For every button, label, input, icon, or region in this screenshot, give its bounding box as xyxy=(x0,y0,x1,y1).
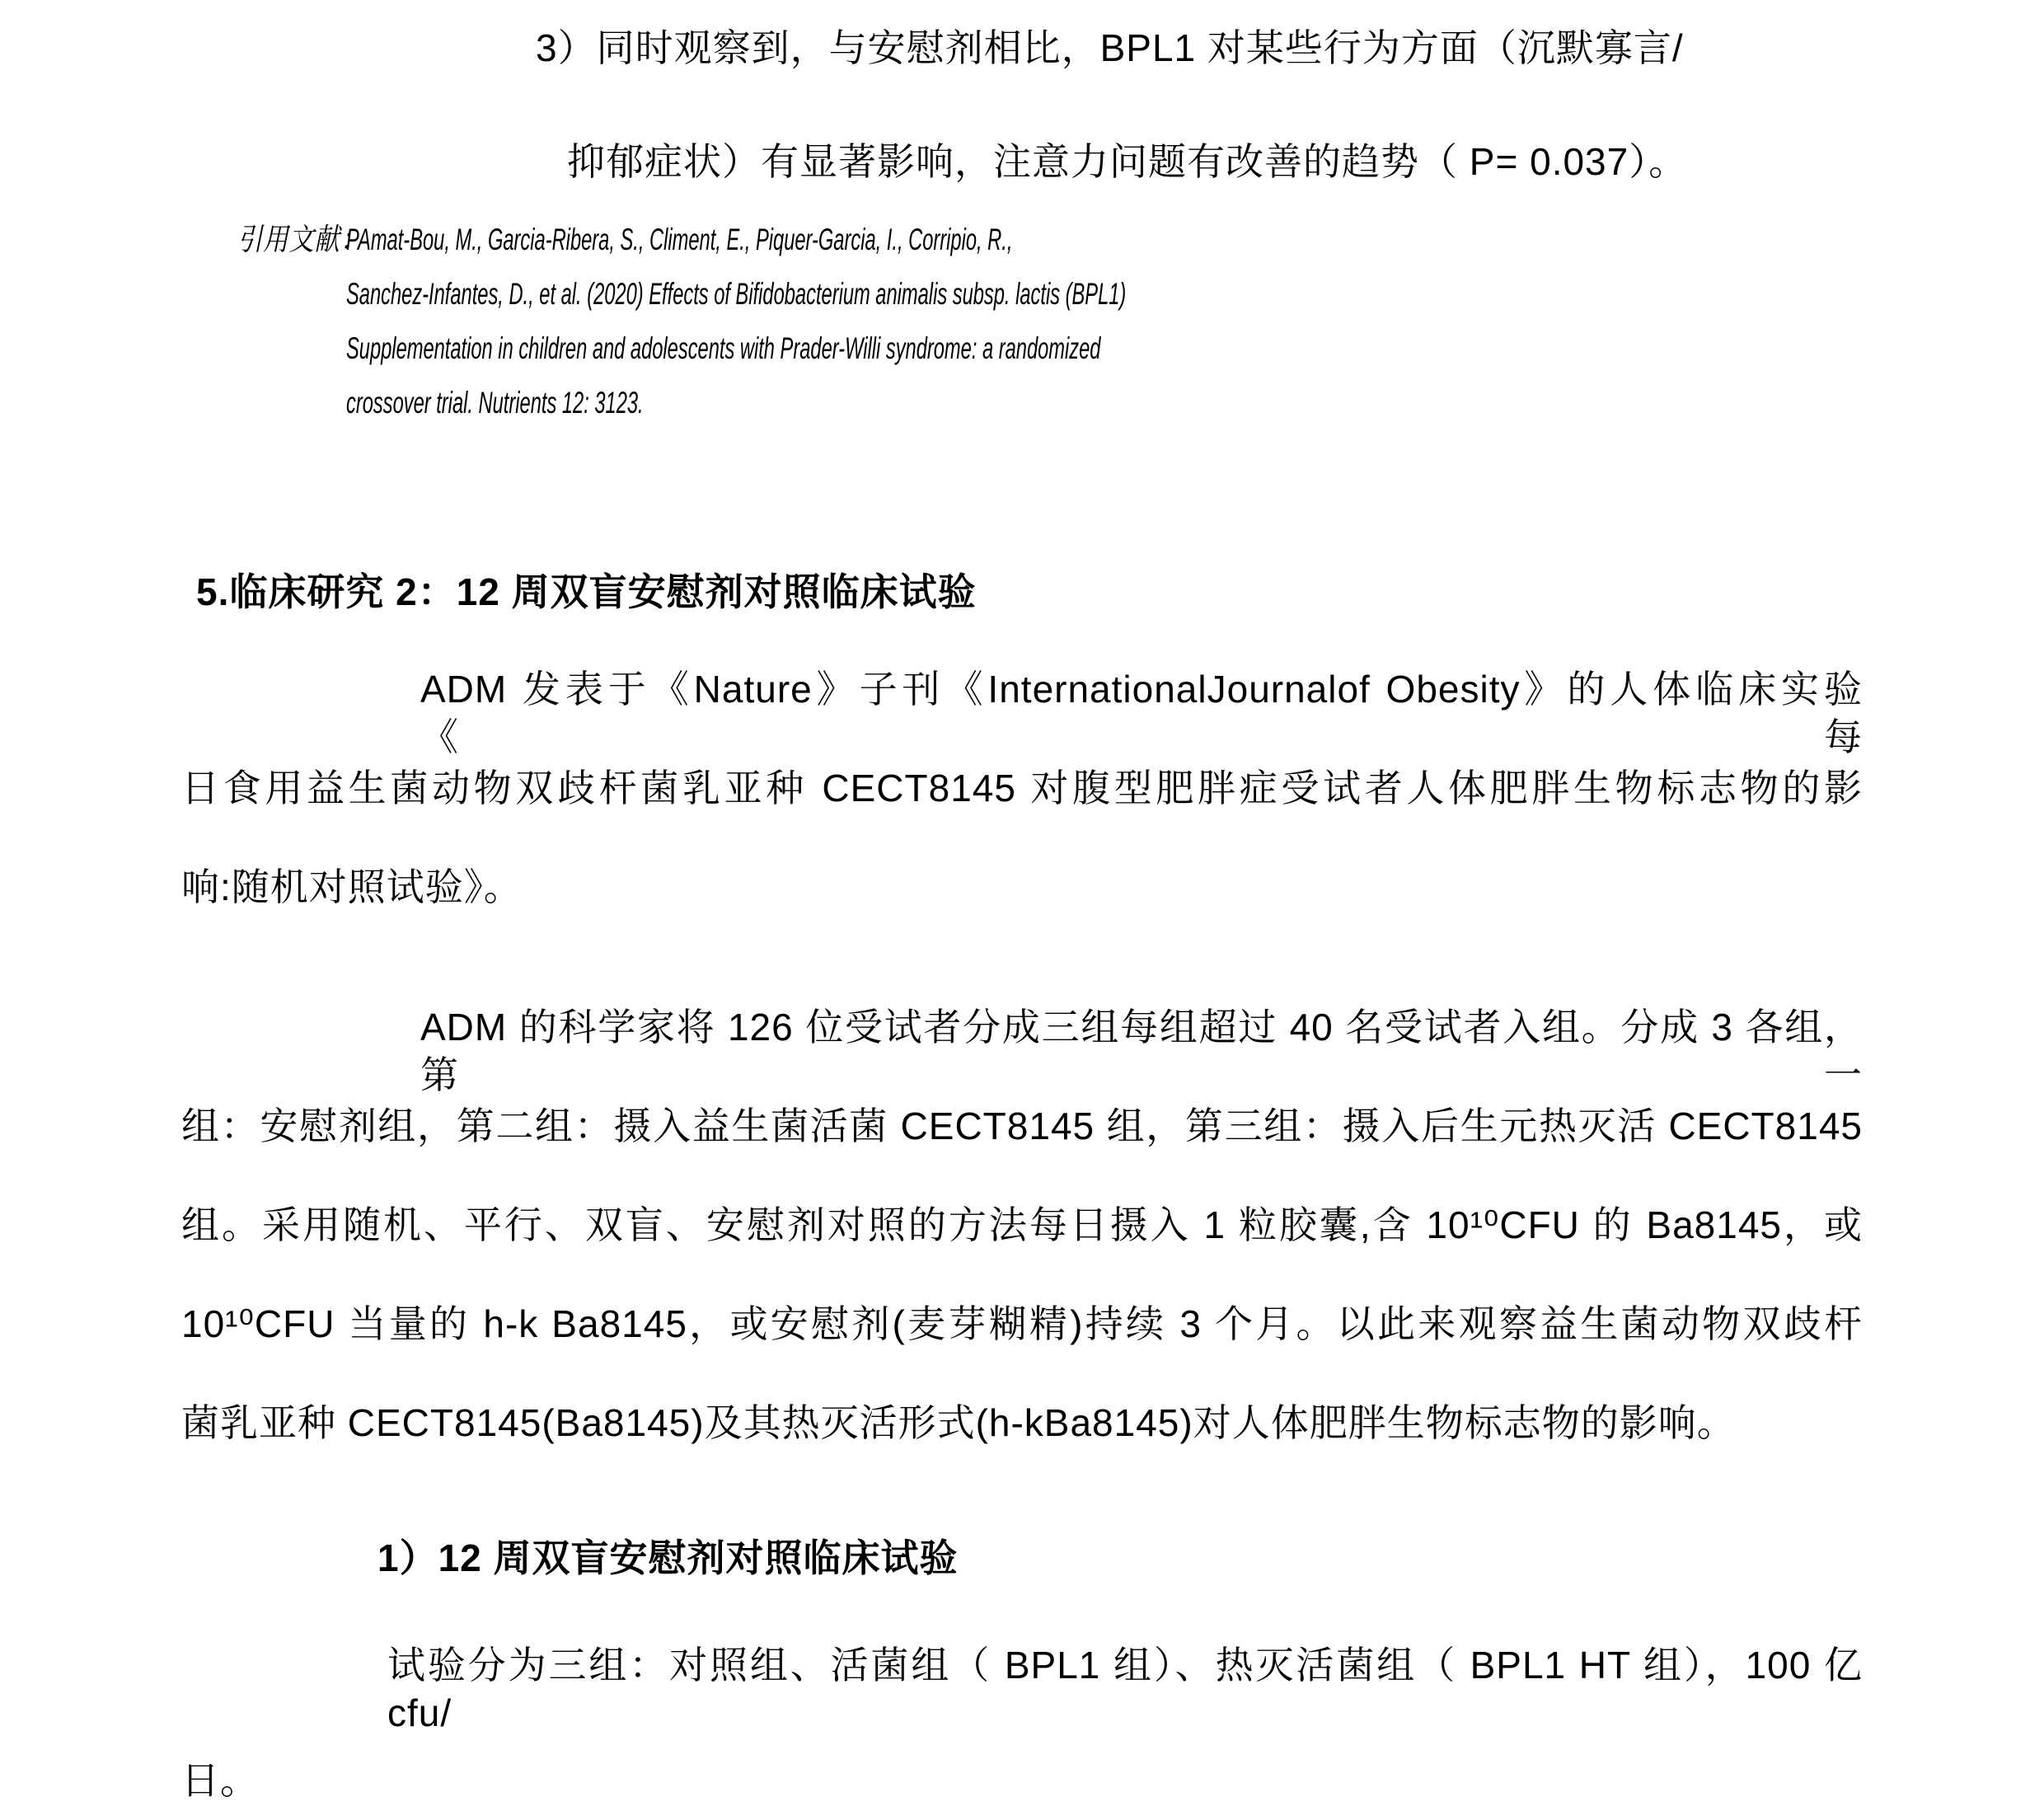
paragraph-line: ADM 发表于《Nature》子刊《InternationalJournalof Obesity》的人体临床实验《每 xyxy=(420,668,1863,758)
paragraph-line: 菌乳亚种 CECT8145(Ba8145)及其热灭活形式(h-kBa8145)对人体肥胖生物标志物的影响。 xyxy=(181,1401,1736,1444)
paragraph-line: ADM 的科学家将 126 位受试者分成三组每组超过 40 名受试者入组。分成 3 各组，第一 xyxy=(420,1006,1863,1096)
subsection-heading: 1）12 周双盲安慰剂对照临床试验 xyxy=(377,1536,959,1579)
paragraph-line: 试验分为三组：对照组、活菌组（ BPL1 组）、热灭活菌组（ BPL1 HT 组），100 亿 cfu/ xyxy=(387,1644,1863,1734)
conclusion-line-2: 抑郁症状）有显著影响，注意力问题有改善的趋势（ P= 0.037）。 xyxy=(567,140,1688,183)
paragraph-line: 日食用益生菌动物双歧杆菌乳亚种 CECT8145 对腹型肥胖症受试者人体肥胖生物标志物的影 xyxy=(181,767,1863,809)
paragraph-line: 10¹⁰CFU 当量的 h-k Ba8145，或安慰剂(麦芽糊精)持续 3 个月。以此来观察益生菌动物双歧杆 xyxy=(181,1302,1863,1345)
citation-line: crossover trial. Nutrients 12: 3123. xyxy=(346,386,644,420)
paragraph-line: 日。 xyxy=(181,1759,259,1802)
citation-line: Supplementation in children and adolescents with Prader-Willi syndrome: a randomized xyxy=(346,331,1101,365)
citation-label: 引用文献： xyxy=(237,223,366,256)
paragraph-line: 组：安慰剂组，第二组：摄入益生菌活菌 CECT8145 组，第三组：摄入后生元热灭活 CECT8145 xyxy=(181,1105,1863,1147)
paragraph-line: 响:随机对照试验》。 xyxy=(181,865,523,908)
citation-line: PAmat-Bou, M., Garcia-Ribera, S., Climent, E., Piquer-Garcia, I., Corripio, R., xyxy=(346,223,1013,256)
section-heading: 5.临床研究 2：12 周双盲安慰剂对照临床试验 xyxy=(196,570,977,613)
citation-line: Sanchez-Infantes, D., et al. (2020) Effects of Bifidobacterium animalis subsp. lactis (BPL1) xyxy=(346,277,1127,311)
paragraph-line: 组。采用随机、平行、双盲、安慰剂对照的方法每日摄入 1 粒胶囊,含 10¹⁰CFU 的 Ba8145，或 xyxy=(181,1203,1863,1246)
conclusion-line-1: 3）同时观察到，与安慰剂相比，BPL1 对某些行为方面（沉默寡言/ xyxy=(536,26,1684,69)
